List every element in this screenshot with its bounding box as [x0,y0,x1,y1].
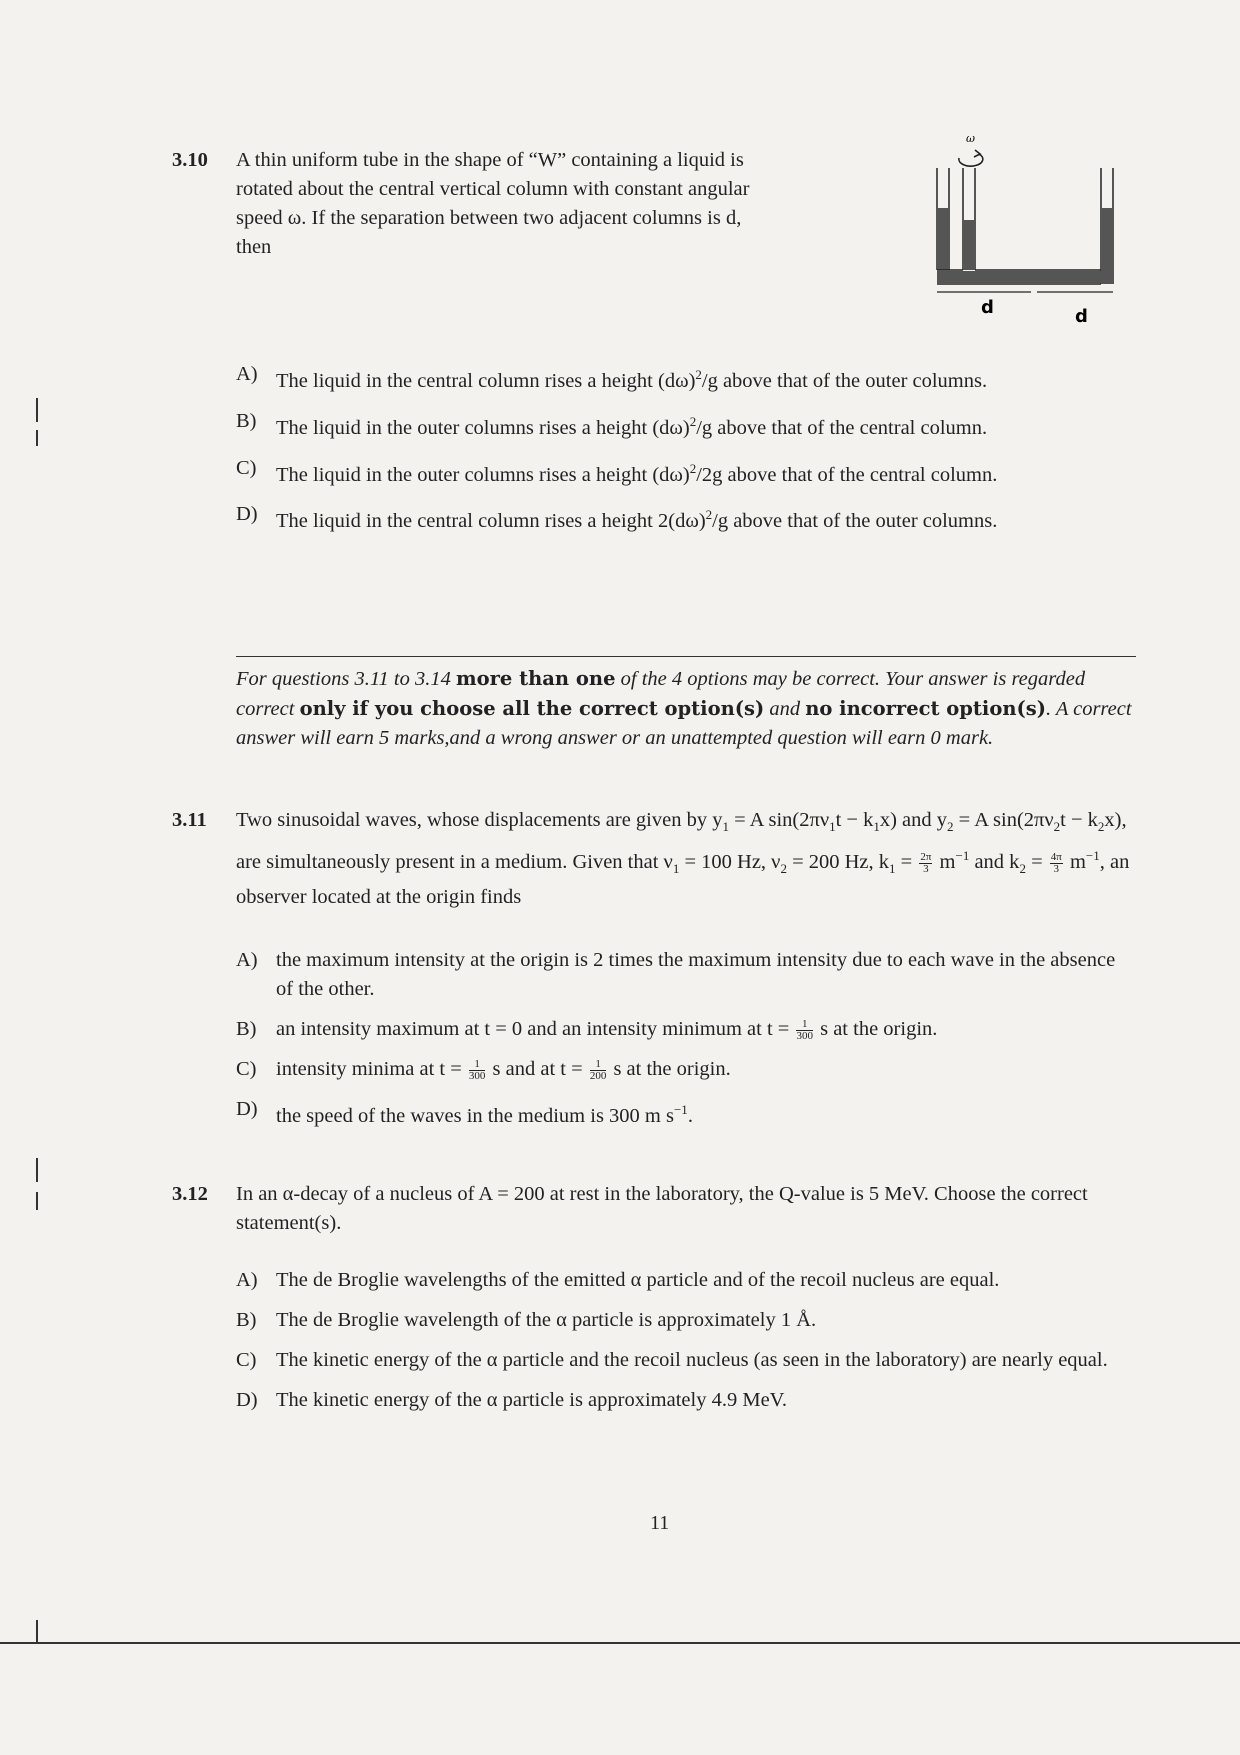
w-tube-figure [935,128,1150,328]
instructions: For questions 3.11 to 3.14 more than one of the 4 options may be correct. Your answer is regarded correct only if you choose all the correct option(s) and no incorrect option(s). A correct answer will earn 5 marks,and a wrong answer or an unattempted question will earn 0 mark. [236,667,1132,749]
option-b: B) The de Broglie wavelength of the α particle is approximately 1 Å. [236,1309,817,1331]
options-3-12 [236,1266,1136,1426]
page-number: 11 [650,1512,670,1534]
question-text: A thin uniform tube in the shape of “W” containing a liquid is rotated about the central vertical column with constant angular speed ω. If the separation between two adjacent columns is d, then [236,149,750,258]
options-3-10 [236,360,1136,547]
option-d: D) The liquid in the central column rises a height $2(d\omega)^2/g$ above that of the outer columns. [236,503,998,533]
question-number: 3.11 [172,809,207,831]
question-number: 3.12 [172,1183,208,1205]
question-number: 3.10 [172,149,208,171]
d-label-1: d [981,297,994,318]
omega-label: ω [966,132,975,145]
fraction-k1: $\frac{2\pi}{3}$ [920,850,932,875]
option-d: D) The kinetic energy of the α particle is approximately 4.9 MeV. [236,1389,787,1411]
option-a: A) the maximum intensity at the origin is 2 times the maximum intensity due to each wave in the absence of the other. [236,949,1116,1000]
d-label-2: d [1075,306,1088,327]
option-a: A) The de Broglie wavelengths of the emitted α particle and of the recoil nucleus are equal. [236,1269,1000,1291]
option-b: B) The liquid in the outer columns rises a height $(d\omega)^2/g$ above that of the central column. [236,409,988,439]
margin-mark [36,1158,38,1182]
option-c: C) The kinetic energy of the α particle and the recoil nucleus (as seen in the laboratory) are nearly equal. [236,1349,1108,1371]
option-d: D) the speed of the waves in the medium is 300 m $s^{-1}$. [236,1098,693,1127]
question-text: Two sinusoidal waves, whose displacements are given by $y_1 = A$ $\sin(2\pi\nu_1t - k_1x)$ and $y_2 = A$ $\sin(2\pi\nu_2t - k_2x)$, are simultaneously present in a medium. Given that $\nu_1 = 100$ Hz, $\nu_2 = 200$ Hz, $k_1$ = $\frac{2\pi}{3}$ $m^{-1}$ and $k_2$ = $\frac{4\pi}{3}$ $m^{-1}$, an observer located at the origin finds [236,809,1130,909]
option-a: A) The liquid in the central column rises a height $(d\omega)^2/g$ above that of the outer columns. [236,363,988,392]
margin-mark [36,1192,38,1210]
margin-mark [36,398,38,422]
option-b: B) an intensity maximum at t = 0 and an intensity minimum at t = $\frac{1}{300}$ s at the origin. [236,1017,938,1042]
option-c: C) intensity minima at t = $\frac{1}{300}$ s and at t = $\frac{1}{200}$ s at the origin. [236,1057,731,1082]
option-c: C) The liquid in the outer columns rises a height $(d\omega)^2/2g$ above that of the central column. [236,456,998,486]
fraction-k2: $\frac{4\pi}{3}$ [1050,850,1062,875]
question-3-12 [172,1180,1137,1238]
question-text: In an α-decay of a nucleus of A = 200 at rest in the laboratory, the Q-value is 5 MeV. Choose the correct statement(s). [236,1183,1088,1234]
margin-mark [36,430,38,446]
options-3-11 [236,946,1136,1142]
section-divider [236,656,1136,657]
bottom-rule [0,1642,1240,1644]
margin-mark [36,1620,38,1642]
question-3-11 [172,806,1137,912]
